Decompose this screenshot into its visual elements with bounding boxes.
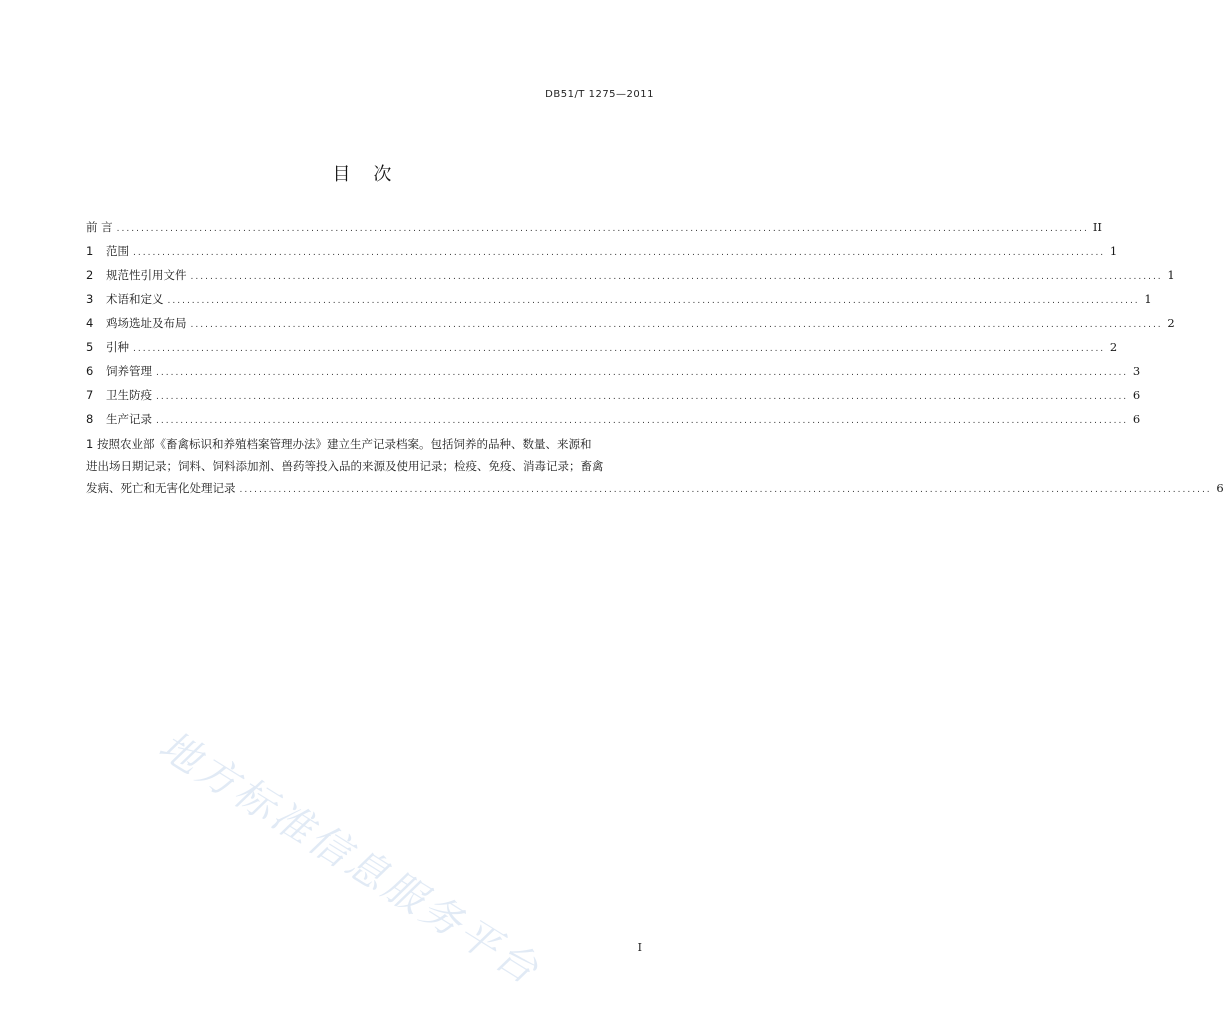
watermark: 地方标准信息服务平台 — [150, 722, 549, 995]
toc-entry-label: 鸡场选址及布局 — [106, 316, 187, 330]
toc-entry-number: 8 — [86, 412, 94, 426]
toc-entry-page: 6 — [1132, 388, 1141, 402]
paragraph-line: 进出场日期记录；饲料、饲料添加剂、兽药等投入品的来源及使用记录；检疫、免疫、消毒记录；畜禽 — [86, 459, 604, 473]
toc-entry-label: 引种 — [106, 340, 129, 354]
page-number: I — [637, 941, 642, 954]
dot-leader: ........................................................................................................................................................................................................ — [133, 248, 1106, 258]
toc-entry-terms-definitions[interactable] — [86, 291, 1152, 315]
toc-entry-page: 6 — [1216, 481, 1224, 495]
toc-entry-label: 术语和定义 — [106, 292, 164, 306]
dot-leader: ........................................................................................................................................................................................................ — [156, 416, 1129, 426]
dot-leader: ........................................................................................................................................................................................................ — [116, 224, 1089, 234]
toc-entry-normative-references[interactable] — [86, 267, 1175, 291]
toc-entry-page: 1 — [1167, 268, 1175, 282]
toc-entry-number: 6 — [86, 364, 94, 378]
toc-entry-number: 2 — [86, 268, 94, 282]
toc-entry-label: 卫生防疫 — [106, 388, 152, 402]
toc-entry-page: 2 — [1109, 340, 1118, 354]
toc-entry-introduction-of-breeds[interactable] — [86, 339, 1118, 363]
dot-leader: ........................................................................................................................................................................................................ — [239, 485, 1212, 495]
toc-entry-number: 3 — [86, 292, 94, 306]
toc-entry-label: 规范性引用文件 — [106, 268, 187, 282]
toc-entry-number: 4 — [86, 316, 94, 330]
toc-entry-label: 生产记录 — [106, 412, 152, 426]
toc-entry-page: 3 — [1132, 364, 1141, 378]
toc-entry-feeding-management[interactable] — [86, 363, 1141, 387]
toc-entry-scope[interactable] — [86, 243, 1118, 267]
toc-entry-page: 1 — [1109, 244, 1118, 258]
toc-entry-number: 7 — [86, 388, 94, 402]
toc-entry-epidemic-prevention[interactable] — [86, 387, 1141, 411]
toc-entry-page: 6 — [1132, 412, 1141, 426]
toc-entry-page: 2 — [1167, 316, 1175, 330]
toc-entry-production-records[interactable] — [86, 411, 1141, 435]
table-of-contents — [86, 219, 1224, 501]
toc-entry-label: 饲养管理 — [106, 364, 152, 378]
toc-entry-number: 1 — [86, 244, 94, 258]
paragraph-line: 1 按照农业部《畜禽标识和养殖档案管理办法》建立生产记录档案。包括饲养的品种、数量、来源和 — [86, 437, 592, 451]
document-code: DB51/T 1275—2011 — [545, 89, 654, 100]
toc-entry-page: 1 — [1144, 292, 1152, 306]
toc-entry-number: 5 — [86, 340, 94, 354]
toc-title: 目 次 — [332, 164, 392, 185]
dot-leader: ........................................................................................................................................................................................................ — [156, 392, 1129, 402]
dot-leader: ........................................................................................................................................................................................................ — [167, 296, 1140, 306]
toc-entry-site-selection[interactable] — [86, 315, 1175, 339]
toc-entry-label: 范围 — [106, 244, 129, 258]
dot-leader: ........................................................................................................................................................................................................ — [190, 320, 1163, 330]
toc-entry-label: 前 言 — [86, 220, 113, 234]
dot-leader: ........................................................................................................................................................................................................ — [133, 344, 1106, 354]
paragraph-line: 发病、死亡和无害化处理记录 — [86, 481, 236, 495]
toc-entry-record-keeping-paragraph[interactable] — [86, 433, 1224, 501]
dot-leader: ........................................................................................................................................................................................................ — [190, 272, 1163, 282]
dot-leader: ........................................................................................................................................................................................................ — [156, 368, 1129, 378]
paragraph-last-line — [86, 477, 1224, 501]
toc-entry-page: II — [1092, 220, 1102, 234]
toc-entry-preface[interactable] — [86, 219, 1102, 243]
